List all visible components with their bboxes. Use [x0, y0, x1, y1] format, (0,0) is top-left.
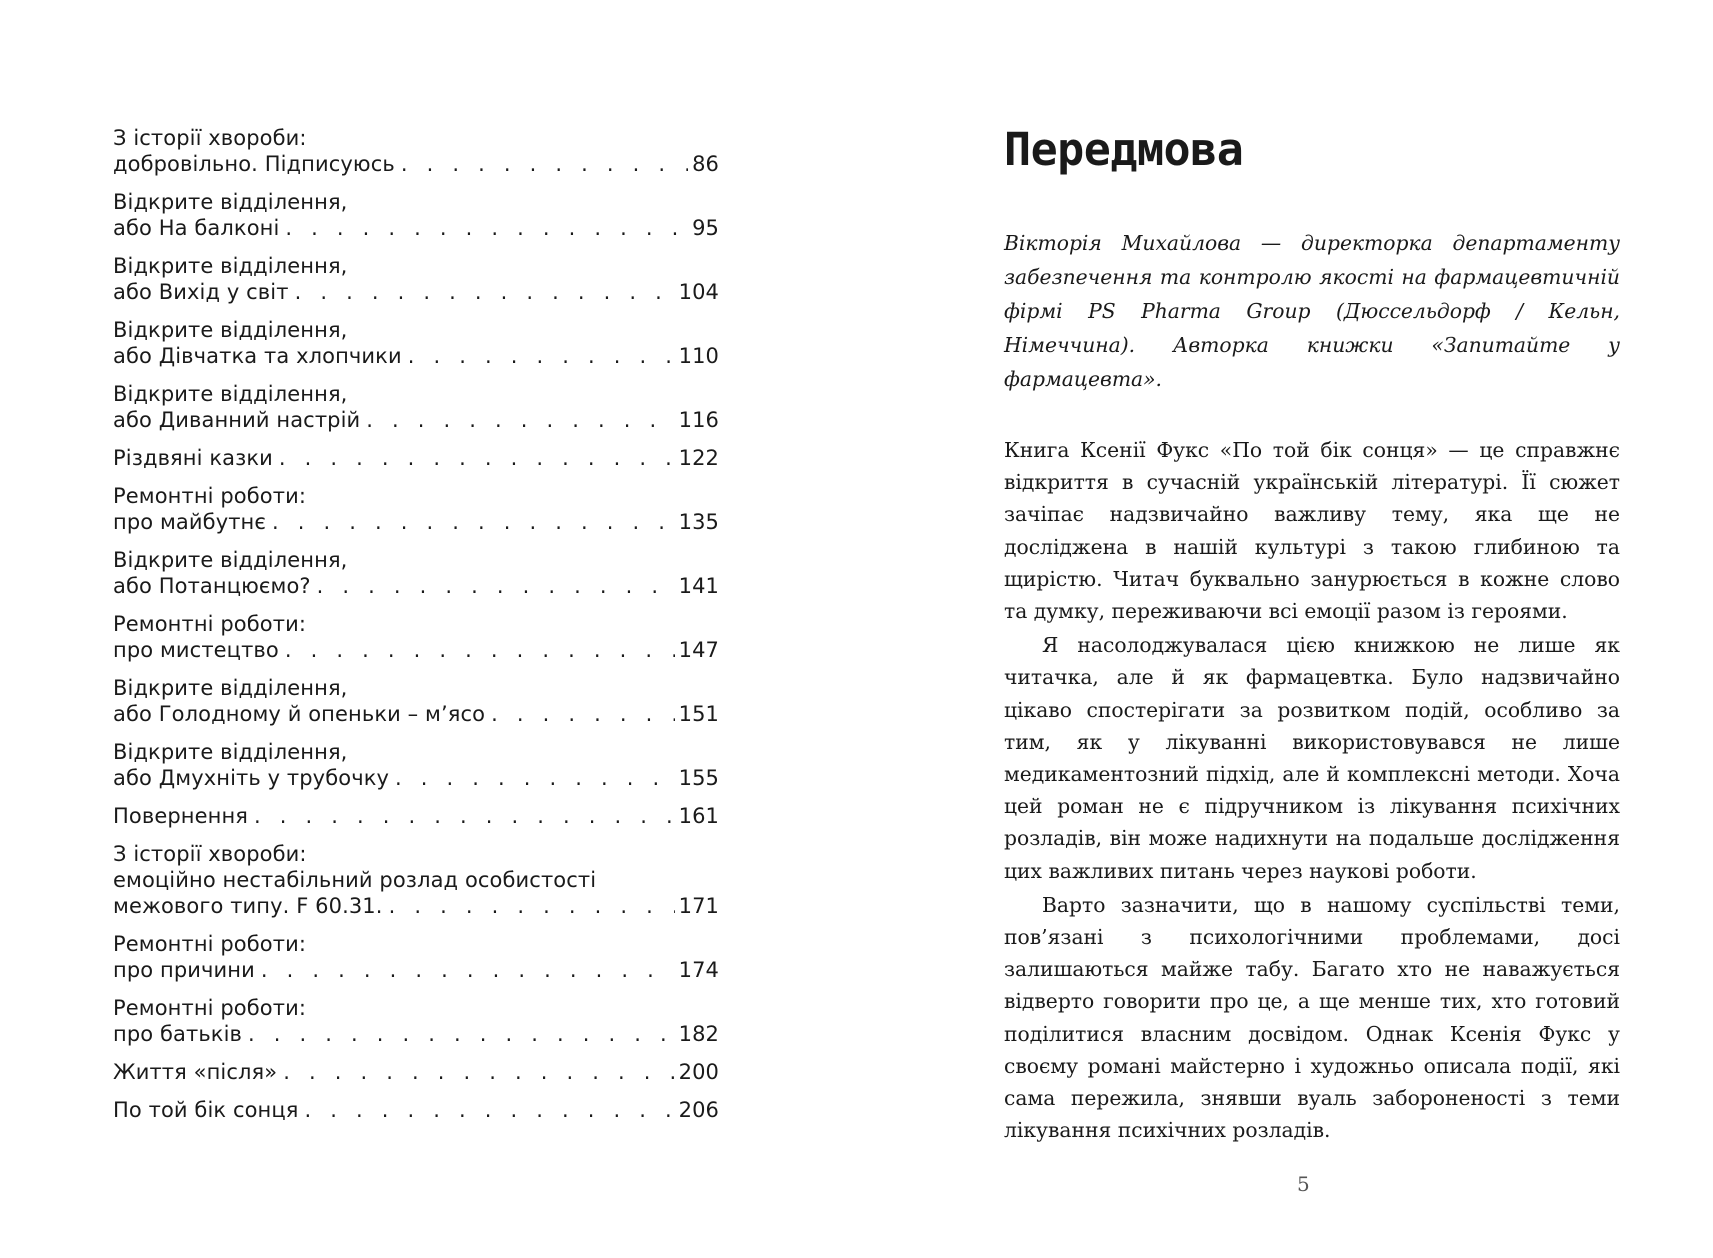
- toc-entry-title: добровільно. Підписуюсь: [113, 152, 395, 176]
- toc-entry: [113, 547, 719, 599]
- toc-entry-last-line: [113, 701, 719, 727]
- toc-entry-line: Відкрите відділення,: [113, 254, 348, 278]
- dot-leader: [279, 445, 675, 471]
- toc-entry: [113, 483, 719, 535]
- toc-entry-line: Відкрите відділення,: [113, 382, 348, 406]
- toc-entry-title: про батьків: [113, 1022, 243, 1046]
- toc-entry-last-line: [113, 407, 719, 433]
- toc-entry: [113, 739, 719, 791]
- toc-entry: [113, 445, 719, 471]
- toc-entry-last-line: [113, 151, 719, 177]
- toc-entry: [113, 675, 719, 727]
- toc-entry-page: 147: [678, 638, 719, 662]
- toc-entry-line: Відкрите відділення,: [113, 190, 348, 214]
- dot-leader: [389, 893, 675, 919]
- toc-entry-last-line: [113, 279, 719, 305]
- toc-entry: [113, 1059, 719, 1085]
- toc-entry: [113, 317, 719, 369]
- toc-entry-title: або На балконі: [113, 216, 280, 240]
- toc-entry-line: емоційно нестабільний розлад особистості: [113, 868, 597, 892]
- paragraph: Варто зазначити, що в нашому суспільстві теми, пов’язані з психологічними проблемами, досі залишаються майже табу. Багато хто не наважується відверто говорити про це, а ще менше тих, хто готовий поділитися власним досвідом. Однак Ксенія Фукс у своєму романі майстерно і художньо описала події, які сама пережила, знявши вуаль забороненості з теми лікування психічних розладів.: [1004, 892, 1620, 1143]
- page-number: 5: [1297, 1172, 1310, 1196]
- toc-entry-title: або Диванний настрій: [113, 408, 361, 432]
- toc-entry-page: 200: [678, 1060, 719, 1084]
- toc-entry: [113, 381, 719, 433]
- toc-entry: [113, 995, 719, 1047]
- toc-entry-title: про причини: [113, 958, 255, 982]
- toc-entry-page: 161: [678, 804, 719, 828]
- dot-leader: [285, 215, 688, 241]
- toc-entry-last-line: [113, 803, 719, 829]
- toc-entry-title: або Дівчатка та хлопчики: [113, 344, 402, 368]
- toc-entry-title: межового типу. F 60.31.: [113, 894, 383, 918]
- toc-entry-line: Відкрите відділення,: [113, 676, 348, 700]
- dot-leader: [401, 151, 688, 177]
- dot-leader: [366, 407, 674, 433]
- toc-entry-page: 141: [678, 574, 719, 598]
- dot-leader: [305, 1097, 675, 1123]
- toc-entry-line: З історії хвороби:: [113, 842, 307, 866]
- toc-entry-last-line: [113, 445, 719, 471]
- toc-entry-page: 174: [678, 958, 719, 982]
- toc-entry: [113, 253, 719, 305]
- toc-entry-line: З історії хвороби:: [113, 126, 307, 150]
- toc-entry-title: Життя «після»: [113, 1060, 278, 1084]
- toc-entry-line: Ремонтні роботи:: [113, 996, 307, 1020]
- toc-entry-page: 104: [678, 280, 719, 304]
- toc-entry-page: 151: [678, 702, 719, 726]
- toc-entry-title: або Дмухніть у трубочку: [113, 766, 390, 790]
- table-of-contents: [113, 125, 719, 1135]
- toc-entry-page: 135: [678, 510, 719, 534]
- toc-entry-page: 206: [678, 1098, 719, 1122]
- toc-entry-last-line: [113, 509, 719, 535]
- toc-entry-last-line: [113, 343, 719, 369]
- toc-entry: [113, 1097, 719, 1123]
- dot-leader: [272, 509, 675, 535]
- toc-entry-last-line: [113, 765, 719, 791]
- toc-entry-line: Відкрите відділення,: [113, 318, 348, 342]
- dot-leader: [254, 803, 675, 829]
- toc-entry: [113, 931, 719, 983]
- dot-leader: [285, 637, 675, 663]
- toc-entry-line: Ремонтні роботи:: [113, 612, 307, 636]
- toc-entry-last-line: [113, 637, 719, 663]
- toc-entry-title: або Голодному й опеньки – м’ясо: [113, 702, 486, 726]
- dot-leader: [248, 1021, 675, 1047]
- toc-entry-page: 155: [678, 766, 719, 790]
- author-note: Вікторія Михайлова — директорка департаменту забезпечення та контролю якості на фармацевтичній фірмі PS Pharma Group (Дюссельдорф / Кельн, Німеччина). Авторка книжки «Запитайте у фармацевта».: [1004, 231, 1620, 391]
- toc-entry-page: 86: [692, 152, 719, 176]
- paragraph: Книга Ксенії Фукс «По той бік сонця» — це справжнє відкриття в сучасній українській літературі. Її сюжет зачіпає надзвичайно важливу тему, яка ще не досліджена в нашій культурі з такою глибиною та щирістю. Читач буквально занурюється в кожне слово та думку, переживаючи всі емоції разом із героями.: [1004, 438, 1620, 624]
- toc-entry-last-line: [113, 1059, 719, 1085]
- toc-entry: [113, 803, 719, 829]
- toc-entry-title: або Вихід у світ: [113, 280, 289, 304]
- toc-entry-page: 110: [678, 344, 719, 368]
- toc-entry-last-line: [113, 957, 719, 983]
- toc-entry-last-line: [113, 893, 719, 919]
- dot-leader: [395, 765, 675, 791]
- toc-entry-last-line: [113, 1021, 719, 1047]
- page-title: Передмова: [1004, 123, 1244, 176]
- toc-entry-page: 182: [678, 1022, 719, 1046]
- toc-entry-last-line: [113, 1097, 719, 1123]
- toc-entry-last-line: [113, 215, 719, 241]
- toc-entry-title: про майбутнє: [113, 510, 267, 534]
- toc-entry-title: По той бік сонця: [113, 1098, 299, 1122]
- toc-entry-last-line: [113, 573, 719, 599]
- dot-leader: [491, 701, 675, 727]
- paragraph: Я насолоджувалася цією книжкою не лише як читачка, але й як фармацевтка. Було надзвичайно цікаво спостерігати за розвитком подій, особливо за тим, як у лікуванні використовувався не лише медикаментозний підхід, але й комплексні методи. Хоча цей роман не є підручником із лікування психічних розладів, він може надихнути на подальше дослідження цих важливих питань через наукові роботи.: [1004, 633, 1620, 883]
- toc-entry-page: 122: [678, 446, 719, 470]
- toc-entry-line: Ремонтні роботи:: [113, 484, 307, 508]
- toc-entry-title: або Потанцюємо?: [113, 574, 311, 598]
- toc-entry-page: 171: [678, 894, 719, 918]
- dot-leader: [317, 573, 675, 599]
- dot-leader: [408, 343, 675, 369]
- toc-entry: [113, 841, 719, 919]
- dot-leader: [283, 1059, 674, 1085]
- toc-entry-title: Повернення: [113, 804, 249, 828]
- toc-entry-line: Ремонтні роботи:: [113, 932, 307, 956]
- toc-entry-line: Відкрите відділення,: [113, 548, 348, 572]
- dot-leader: [261, 957, 675, 983]
- toc-entry-title: Різдвяні казки: [113, 446, 273, 470]
- toc-entry-title: про мистецтво: [113, 638, 279, 662]
- preface-page: [1004, 120, 1620, 1143]
- preface-body: [1004, 434, 1620, 1148]
- toc-entry-page: 116: [678, 408, 719, 432]
- toc-entry-page: 95: [692, 216, 719, 240]
- toc-entry: [113, 611, 719, 663]
- toc-entry-line: Відкрите відділення,: [113, 740, 348, 764]
- toc-entry: [113, 125, 719, 177]
- dot-leader: [295, 279, 675, 305]
- toc-entry: [113, 189, 719, 241]
